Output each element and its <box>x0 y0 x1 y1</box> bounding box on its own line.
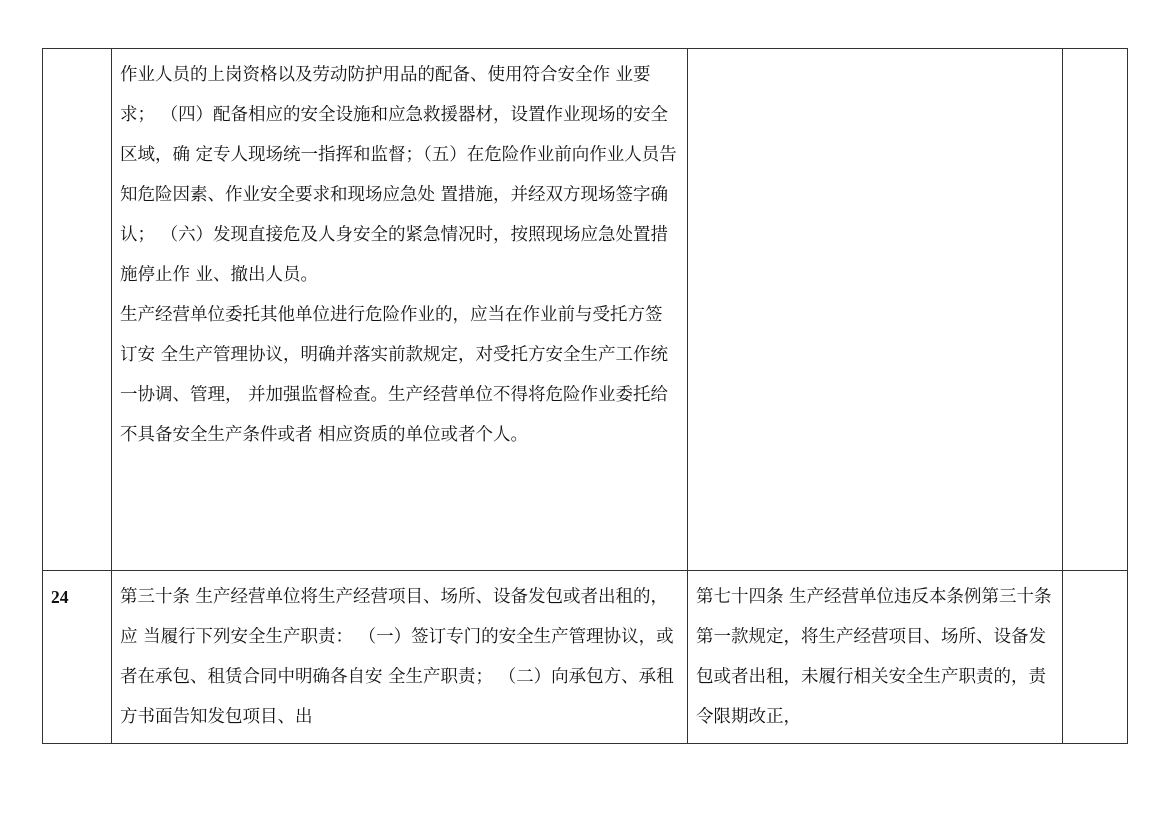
penalty-text <box>688 49 1062 55</box>
article-paragraph: 作业人员的上岗资格以及劳动防护用品的配备、使用符合安全作 业要求； （四）配备相应的安全设施和应急救援器材，设置作业现场的安全区域，确 定专人现场统一指挥和监督；（五）在危险作业前向作业人员告知危险因素、作业安全要求和现场应急处 置措施，并经双方现场签字确认； （六）发现直接危及人身安全的紧急情况时，按照现场应急处置措施停止作 业、撤出人员。 <box>120 65 677 285</box>
regulation-table <box>42 48 1128 744</box>
remark-cell <box>1063 49 1128 571</box>
article-paragraph: 生产经营单位委托其他单位进行危险作业的，应当在作业前与受托方签订安 全生产管理协议，明确并落实前款规定，对受托方安全生产工作统一协调、管理， 并加强监督检查。生产经营单位不得将危险作业委托给不具备安全生产条件或者 相应资质的单位或者个人。 <box>120 305 669 445</box>
table-row <box>43 49 1128 571</box>
row-number-cell <box>43 49 112 571</box>
table-row <box>43 571 1128 744</box>
article-cell <box>112 571 688 744</box>
row-number <box>43 49 111 55</box>
remark-text <box>1063 571 1127 577</box>
penalty-cell <box>688 49 1063 571</box>
article-cell <box>112 49 688 571</box>
penalty-text: 第七十四条 生产经营单位违反本条例第三十条第一款规定，将生产经营项目、场所、设备发包或者出租，未履行相关安全生产职责的，责令限期改正， <box>696 587 1052 727</box>
row-number: 24 <box>51 587 69 607</box>
penalty-cell <box>688 571 1063 744</box>
article-paragraph: 第三十条 生产经营单位将生产经营项目、场所、设备发包或者出租的，应 当履行下列安全生产职责： （一）签订专门的安全生产管理协议，或者在承包、租赁合同中明确各自安 全生产职责； （二）向承包方、承租方书面告知发包项目、出 <box>120 587 674 727</box>
remark-text <box>1063 49 1127 55</box>
remark-cell <box>1063 571 1128 744</box>
row-number-cell <box>43 571 112 744</box>
